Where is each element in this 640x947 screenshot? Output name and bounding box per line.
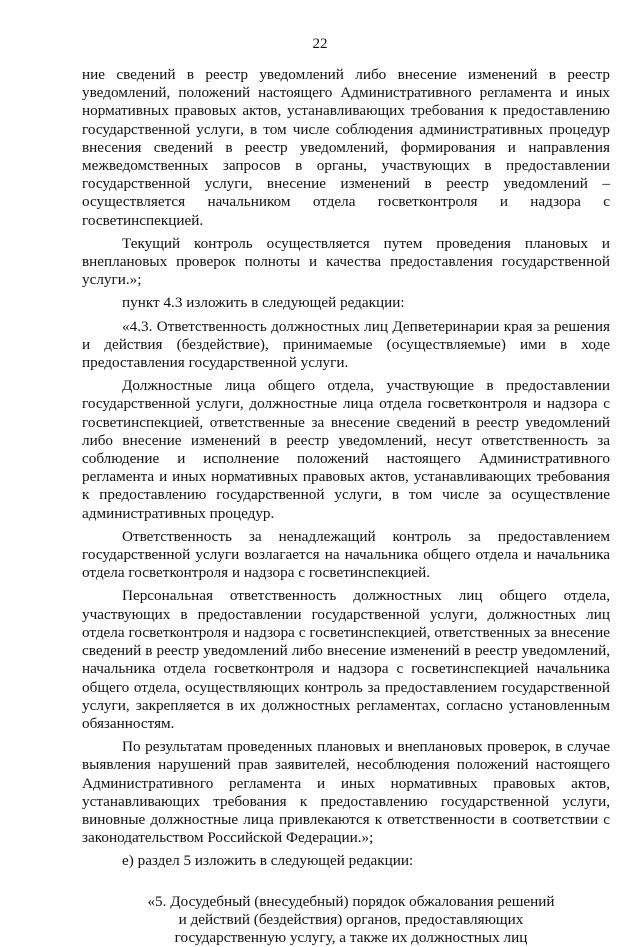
section-heading-line: и действий (бездействия) органов, предоставляющих	[178, 910, 524, 928]
section-heading-line: «5. Досудебный (внесудебный) порядок обжалования решений	[147, 892, 555, 910]
document-body	[82, 66, 610, 947]
paragraph-personal-responsibility: Персональная ответственность должностных лиц общего отдела, участвующих в предоставлении государственной услуги, должностных лиц отдела госветконтроля и надзора с госветинспекцией, ответственных за внесение сведений в реестр уведомлений либо внесение изменений в реестр уведомлений, начальника отдела госветконтроля и надзора с госветинспекцией начальника общего отдела, осуществляющих контроль за предоставлением государственной услуги, закрепляется в их должностных регламентах, согласно установленным обязанностям.	[82, 587, 610, 732]
section-5-heading	[82, 893, 610, 947]
paragraph-section-5-instruction: е) раздел 5 изложить в следующей редакции:	[122, 852, 414, 870]
paragraph-4-3-heading: «4.3. Ответственность должностных лиц Депветеринарии края за решения и действия (бездействие), принимаемые (осуществляемые) ими в ходе предоставления государственной услуги.	[82, 317, 610, 372]
section-heading-line: государственную услугу, а также их должностных лиц	[174, 928, 528, 946]
paragraph-item-4-3-instruction: пункт 4.3 изложить в следующей редакции:	[122, 294, 405, 312]
paragraph-current-control: Текущий контроль осуществляется путем проведения плановых и внеплановых проверок полноты и качества предоставления государственной услуги.»;	[82, 234, 610, 289]
page-number: 22	[312, 36, 328, 52]
paragraph-continuation: ние сведений в реестр уведомлений либо внесение изменений в реестр уведомлений, положений настоящего Административного регламента и иных нормативных правовых актов, устанавливающих требования к предоставлению государственной услуги, в том числе соблюдения административных процедур внесения сведений в реестр уведомлений, формирования и направления межведомственных запросов в органы, участвующих в предоставлении государственной услуги, внесение изменений в реестр уведомлений – осуществляется начальником отдела госветконтроля и надзора с госветинспекцией.	[82, 66, 610, 229]
paragraph-improper-control: Ответственность за ненадлежащий контроль за предоставлением государственной услуги возлагается на начальника общего отдела и начальника отдела госветконтроля и надзора с госветинспекцией.	[82, 527, 610, 582]
paragraph-inspection-results: По результатам проведенных плановых и внеплановых проверок, в случае выявления нарушений прав заявителей, несоблюдения положений настоящего Административного регламента и иных нормативных правовых актов, устанавливающих требования к предоставлению государственной услуги, виновные должностные лица привлекаются к ответственности в соответствии с законодательством Российской Федерации.»;	[82, 738, 610, 847]
paragraph-officials-responsibility: Должностные лица общего отдела, участвующие в предоставлении государственной услуги, должностные лица отдела госветконтроля и надзора с госветинспекцией, ответственные за внесение сведений в реестр уведомлений либо внесение изменений в реестр уведомлений, несут ответственность за соблюдение и исполнение положений настоящего Административного регламента и иных нормативных правовых актов, устанавливающих требования к предоставлению государственной услуги, в том числе за осуществление административных процедур.	[82, 377, 610, 522]
